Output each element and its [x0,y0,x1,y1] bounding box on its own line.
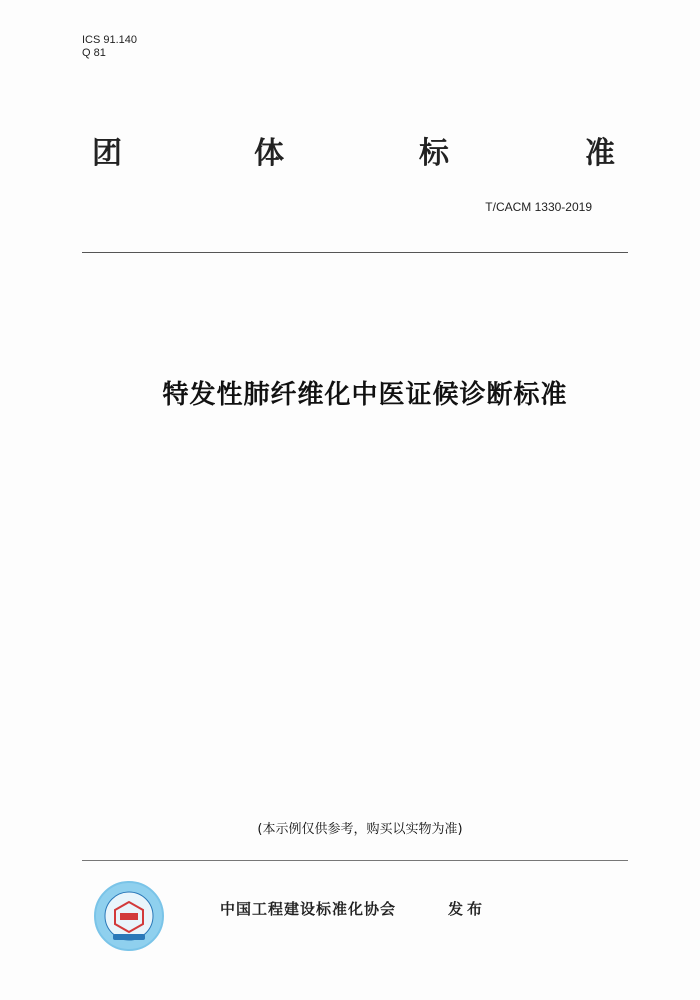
bottom-divider [82,860,628,861]
ccs-code: Q 81 [82,47,106,59]
standard-type-heading [92,132,622,176]
document-title-text: 特发性肺纤维化中医证候诊断标准 [162,380,568,410]
publisher-name: 中国工程建设标准化协会 [220,900,397,918]
top-divider [82,252,628,253]
standard-type-char: 准 [585,136,615,171]
standard-code: T/CACM 1330-2019 [485,200,592,214]
sample-note-text: (本示例仅供参考，购买以实物为准) [257,822,463,837]
ics-code: ICS 91.140 [82,34,138,46]
document-title [0,374,700,411]
standard-type-char: 标 [419,136,449,171]
publish-label: 发布 [448,900,487,918]
standard-type-char: 团 [92,136,122,171]
classification-codes [82,34,137,60]
sample-note [0,818,700,837]
seal-icon [93,880,165,952]
standard-type-char: 体 [254,136,284,171]
